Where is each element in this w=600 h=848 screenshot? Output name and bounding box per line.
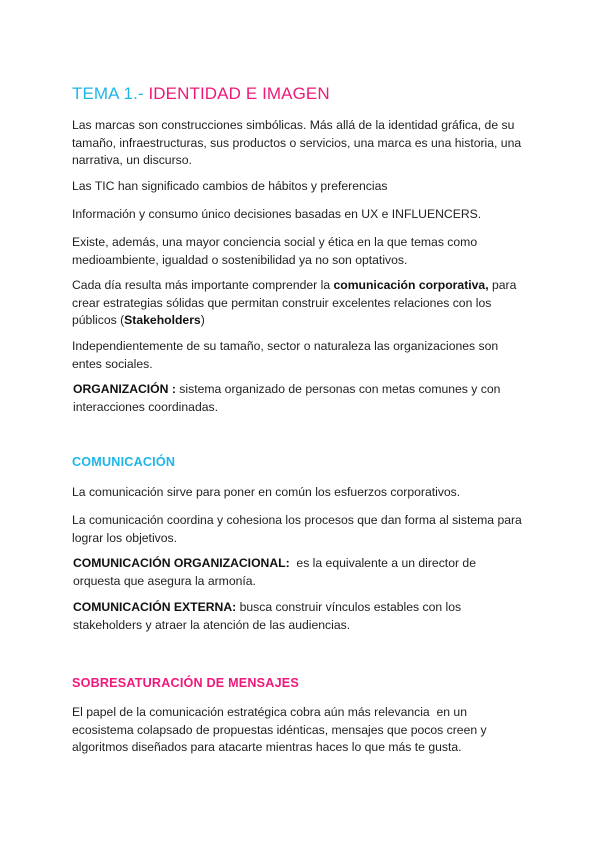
paragraph-comunicacion-corporativa <box>72 277 524 330</box>
title-text: IDENTIDAD E IMAGEN <box>148 84 330 103</box>
bold-term: ORGANIZACIÓN : <box>73 382 176 396</box>
title-number: TEMA 1.- <box>72 84 144 103</box>
bold-term: COMUNICACIÓN EXTERNA: <box>73 600 237 614</box>
text-segment: es la equivalente a un director de orquesta que asegura la armonía. <box>73 556 480 588</box>
paragraph-marcas: Las marcas son construcciones simbólicas. Más allá de la identidad gráfica, de su tamaño, infraestructuras, sus productos o servicios, una marca es una historia, una narrativa, un discurso. <box>72 118 522 168</box>
bold-term: COMUNICACIÓN ORGANIZACIONAL: <box>73 556 290 570</box>
paragraph-coordina: La comunicación coordina y cohesiona los procesos que dan forma al sistema para lograr los objetivos. <box>72 513 522 545</box>
text-segment: ) <box>200 313 205 328</box>
page-title <box>72 84 330 104</box>
paragraph-organizacion <box>73 381 525 416</box>
paragraph-tic: Las TIC han significado cambios de hábitos y preferencias <box>72 179 388 193</box>
section-heading-comunicacion: COMUNICACIÓN <box>72 455 176 469</box>
bold-term: comunicación corporativa, <box>333 278 489 292</box>
text-segment: busca construir vínculos estables con los stakeholders y atraer la atención de las audiencias. <box>73 600 462 632</box>
bold-term: Stakeholders <box>124 313 201 328</box>
paragraph-comunicacion-organizacional <box>73 555 525 590</box>
paragraph-papel-comunicacion: El papel de la comunicación estratégica cobra aún más relevancia en un ecosistema colapsado de propuestas idénticas, mensajes que pocos creen y algoritmos diseñados para atacarte mientras haces lo que más te gusta. <box>72 705 491 755</box>
text-segment: sistema organizado de personas con metas comunes y con interacciones coordinadas. <box>73 382 501 414</box>
text-segment: Cada día resulta más importante comprender la <box>72 278 334 292</box>
paragraph-entes-sociales: Independientemente de su tamaño, sector o naturaleza las organizaciones son entes sociales. <box>72 339 499 371</box>
text-segment: para crear estrategias sólidas que permitan construir excelentes relaciones con los públicos ( <box>72 278 517 328</box>
paragraph-comunicacion-externa <box>73 599 525 634</box>
paragraph-informacion: Información y consumo único decisiones basadas en UX e INFLUENCERS. <box>72 207 482 221</box>
paragraph-poner-en-comun: La comunicación sirve para poner en común los esfuerzos corporativos. <box>72 485 461 499</box>
paragraph-conciencia: Existe, además, una mayor conciencia social y ética en la que temas como medioambiente, igualdad o sostenibilidad ya no son optativos. <box>72 235 478 267</box>
section-heading-sobresaturacion: SOBRESATURACIÓN DE MENSAJES <box>72 676 299 690</box>
